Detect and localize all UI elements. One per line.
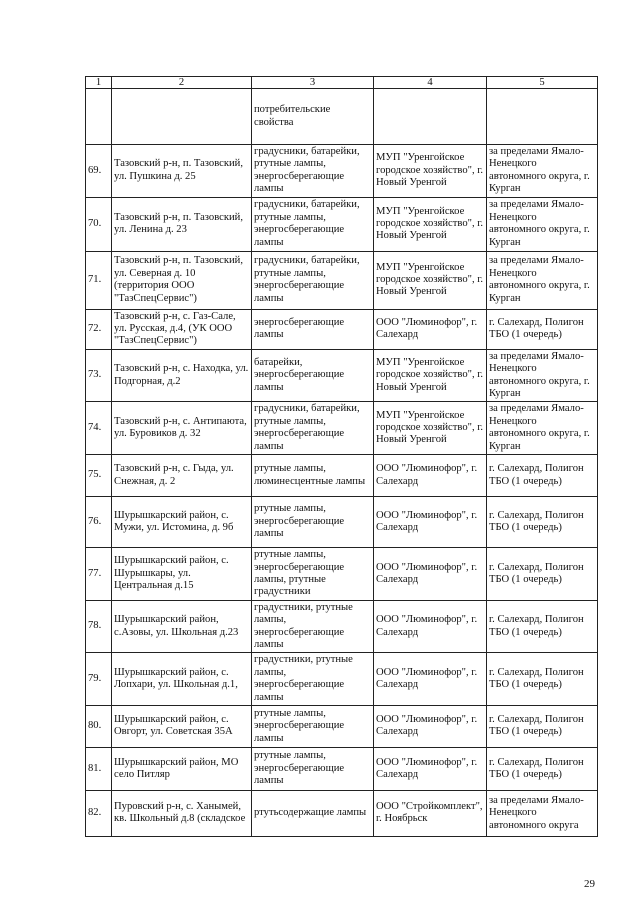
waste-types: ртутные лампы, энергосберегающие лампы (252, 705, 374, 747)
row-number: 70. (86, 197, 112, 251)
waste-types: градусники, батарейки, ртутные лампы, энергосберегающие лампы (252, 251, 374, 309)
row-number: 69. (86, 145, 112, 198)
collection-point-address: Шурышкарский район, МО село Питляр (112, 747, 252, 790)
table-row (86, 197, 598, 251)
table-row (86, 251, 598, 309)
row-number: 82. (86, 790, 112, 836)
disposal-location: г. Салехард, Полигон ТБО (1 очередь) (487, 309, 598, 349)
receiving-organization: ООО "Люминофор", г. Салехард (374, 497, 487, 548)
row-number: 78. (86, 600, 112, 653)
row-number: 73. (86, 349, 112, 402)
disposal-location: г. Салехард, Полигон ТБО (1 очередь) (487, 747, 598, 790)
column-number: 5 (487, 77, 598, 89)
waste-types: батарейки, энергосберегающие лампы (252, 349, 374, 402)
table-row (86, 705, 598, 747)
receiving-organization: ООО "Люминофор", г. Салехард (374, 747, 487, 790)
collection-point-address: Тазовский р-н, п. Тазовский, ул. Пушкина д. 25 (112, 145, 252, 198)
table-row (86, 497, 598, 548)
row-number: 76. (86, 497, 112, 548)
table-row (86, 402, 598, 455)
disposal-location: г. Салехард, Полигон ТБО (1 очередь) (487, 600, 598, 653)
table-row (86, 790, 598, 836)
disposal-location: г. Салехард, Полигон ТБО (1 очередь) (487, 548, 598, 601)
waste-types: ртутные лампы, люминесцентные лампы (252, 455, 374, 497)
disposal-location: г. Салехард, Полигон ТБО (1 очередь) (487, 653, 598, 706)
row-number (86, 89, 112, 145)
row-number: 79. (86, 653, 112, 706)
disposal-location: за пределами Ямало-Ненецкого автономного округа (487, 790, 598, 836)
table-row (86, 309, 598, 349)
receiving-organization: МУП "Уренгойское городское хозяйство", г. Новый Уренгой (374, 145, 487, 198)
waste-types: градустники, ртутные лампы, энергосберегающие лампы (252, 600, 374, 653)
disposal-location: г. Салехард, Полигон ТБО (1 очередь) (487, 455, 598, 497)
collection-point-address (112, 89, 252, 145)
column-number: 1 (86, 77, 112, 89)
disposal-location: г. Салехард, Полигон ТБО (1 очередь) (487, 705, 598, 747)
table-body (86, 89, 598, 837)
table-row (86, 349, 598, 402)
waste-types: градусники, батарейки, ртутные лампы, энергосберегающие лампы (252, 145, 374, 198)
table-row (86, 89, 598, 145)
receiving-organization: ООО "Люминофор", г. Салехард (374, 548, 487, 601)
receiving-organization: МУП "Уренгойское городское хозяйство", г. Новый Уренгой (374, 197, 487, 251)
column-number: 3 (252, 77, 374, 89)
disposal-location: за пределами Ямало-Ненецкого автономного округа, г. Курган (487, 145, 598, 198)
receiving-organization: ООО "Люминофор", г. Салехард (374, 653, 487, 706)
row-number: 81. (86, 747, 112, 790)
column-number: 4 (374, 77, 487, 89)
row-number: 72. (86, 309, 112, 349)
collection-point-address: Шурышкарский район, с. Лопхари, ул. Школьная д.1, (112, 653, 252, 706)
collection-point-address: Шурышкарский район, с.Азовы, ул. Школьная д.23 (112, 600, 252, 653)
page-number: 29 (584, 878, 595, 890)
waste-types: градусники, батарейки, ртутные лампы, энергосберегающие лампы (252, 197, 374, 251)
row-number: 80. (86, 705, 112, 747)
waste-types: ртутные лампы, энергосберегающие лампы (252, 747, 374, 790)
waste-types: ртутьсодержащие лампы (252, 790, 374, 836)
table-row (86, 653, 598, 706)
table-row (86, 145, 598, 198)
row-number: 77. (86, 548, 112, 601)
waste-collection-table (85, 76, 598, 837)
disposal-location: г. Салехард, Полигон ТБО (1 очередь) (487, 497, 598, 548)
collection-point-address: Шурышкарский район, с. Овгорт, ул. Советская 35А (112, 705, 252, 747)
disposal-location: за пределами Ямало-Ненецкого автономного округа, г. Курган (487, 402, 598, 455)
disposal-location: за пределами Ямало-Ненецкого автономного округа, г. Курган (487, 197, 598, 251)
disposal-location (487, 89, 598, 145)
disposal-location: за пределами Ямало-Ненецкого автономного округа, г. Курган (487, 349, 598, 402)
waste-types: энергосберегающие лампы (252, 309, 374, 349)
collection-point-address: Тазовский р-н, с. Находка, ул. Подгорная, д.2 (112, 349, 252, 402)
row-number: 75. (86, 455, 112, 497)
waste-types: ртутные лампы, энергосберегающие лампы, ртутные градустники (252, 548, 374, 601)
table-row (86, 747, 598, 790)
disposal-location: за пределами Ямало-Ненецкого автономного округа, г. Курган (487, 251, 598, 309)
collection-point-address: Тазовский р-н, с. Газ-Сале, ул. Русская, д.4, (УК ООО "ТазСпецСервис") (112, 309, 252, 349)
collection-point-address: Пуровский р-н, с. Ханымей, кв. Школьный д.8 (складское (112, 790, 252, 836)
waste-types: градустники, ртутные лампы, энергосберегающие лампы (252, 653, 374, 706)
collection-point-address: Тазовский р-н, п. Тазовский, ул. Северная д. 10 (территория ООО "ТазСпецСервис") (112, 251, 252, 309)
receiving-organization: МУП "Уренгойское городское хозяйство", г. Новый Уренгой (374, 402, 487, 455)
row-number: 74. (86, 402, 112, 455)
collection-point-address: Шурышкарский район, с. Шурышкары, ул. Центральная д.15 (112, 548, 252, 601)
receiving-organization: ООО "Люминофор", г. Салехард (374, 455, 487, 497)
receiving-organization: ООО "Люминофор", г. Салехард (374, 600, 487, 653)
collection-point-address: Шурышкарский район, с. Мужи, ул. Истомина, д. 9б (112, 497, 252, 548)
receiving-organization: МУП "Уренгойское городское хозяйство", г. Новый Уренгой (374, 349, 487, 402)
receiving-organization: МУП "Уренгойское городское хозяйство", г. Новый Уренгой (374, 251, 487, 309)
table-header (86, 77, 598, 89)
table-row (86, 455, 598, 497)
column-number: 2 (112, 77, 252, 89)
receiving-organization: ООО "Люминофор", г. Салехард (374, 309, 487, 349)
collection-point-address: Тазовский р-н, с. Гыда, ул. Снежная, д. 2 (112, 455, 252, 497)
waste-types: потребительские свойства (252, 89, 374, 145)
receiving-organization (374, 89, 487, 145)
collection-point-address: Тазовский р-н, п. Тазовский, ул. Ленина д. 23 (112, 197, 252, 251)
row-number: 71. (86, 251, 112, 309)
receiving-organization: ООО "Стройкомплект", г. Ноябрьск (374, 790, 487, 836)
table-row (86, 600, 598, 653)
column-number-row (86, 77, 598, 89)
collection-point-address: Тазовский р-н, с. Антипаюта, ул. Буровиков д. 32 (112, 402, 252, 455)
waste-types: градусники, батарейки, ртутные лампы, энергосберегающие лампы (252, 402, 374, 455)
waste-types: ртутные лампы, энергосберегающие лампы (252, 497, 374, 548)
table-row (86, 548, 598, 601)
receiving-organization: ООО "Люминофор", г. Салехард (374, 705, 487, 747)
